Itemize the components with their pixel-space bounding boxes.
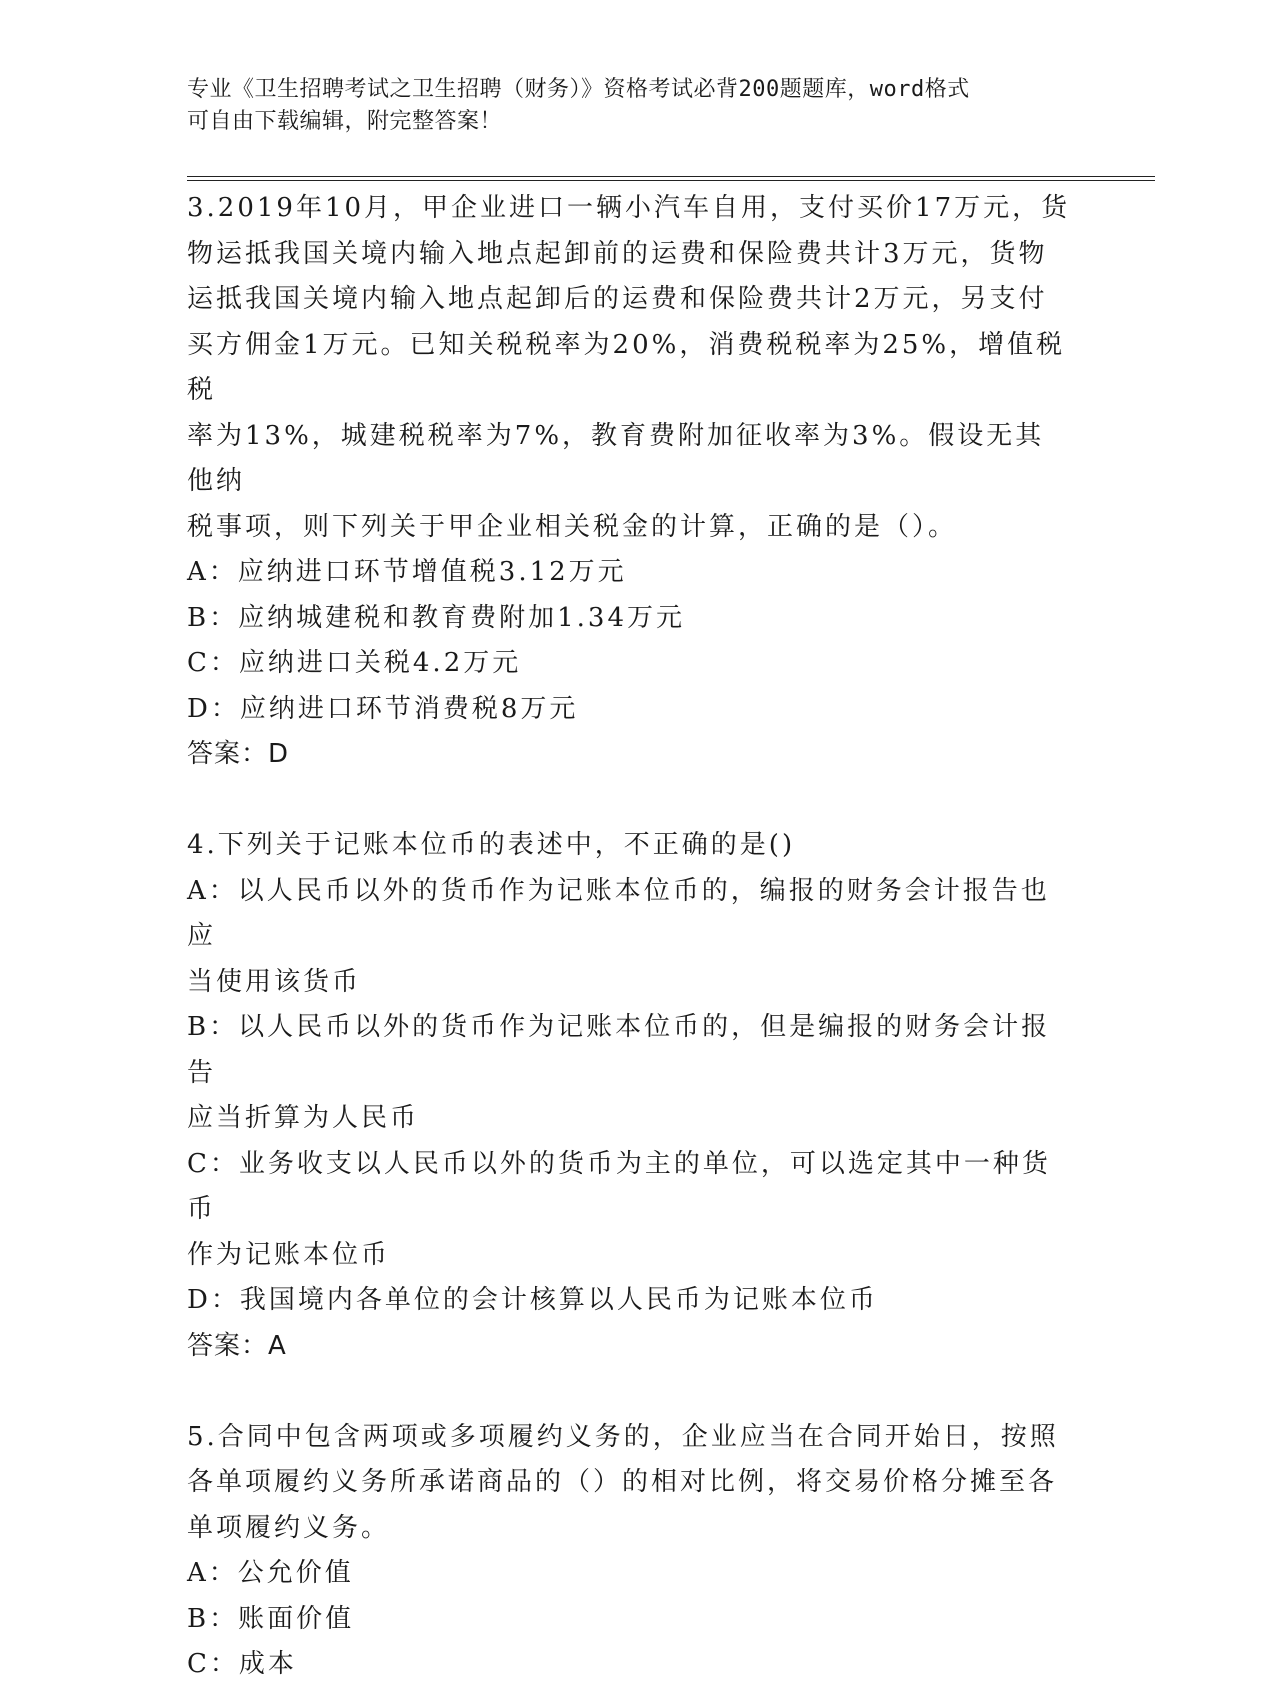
question-stem: 物运抵我国关境内输入地点起卸前的运费和保险费共计3万元，货物: [187, 238, 1048, 269]
question-5: [187, 1415, 1072, 1688]
page-header: [187, 74, 1067, 138]
answer-line: 答案：A: [187, 1330, 287, 1361]
option-a-continued: 当使用该货币: [187, 966, 362, 997]
option-b: B：以人民币以外的货币作为记账本位币的，但是编报的财务会计报告: [187, 1012, 1051, 1088]
question-stem: 4.下列关于记账本位币的表述中，不正确的是(): [187, 830, 796, 860]
question-stem: 率为13%，城建税税率为7%，教育费附加征收率为3%。假设无其他纳: [187, 420, 1045, 496]
option-a: A：以人民币以外的货币作为记账本位币的，编报的财务会计报告也应: [187, 875, 1050, 951]
question-stem: 单项履约义务。: [187, 1512, 391, 1543]
question-stem: 各单项履约义务所承诺商品的（）的相对比例，将交易价格分摊至各: [187, 1467, 1058, 1497]
header-title-line-1: 专业《卫生招聘考试之卫生招聘（财务）》资格考试必背200题题库，word格式: [187, 77, 970, 102]
option-b-continued: 应当折算为人民币: [187, 1103, 420, 1133]
option-c: C：业务收支以人民币以外的货币为主的单位，可以选定其中一种货币: [187, 1148, 1051, 1224]
header-title-line-2: 可自由下载编辑，附完整答案！: [187, 109, 503, 134]
spacer: [187, 778, 1072, 824]
question-stem: 买方佣金1万元。已知关税税率为20%，消费税税率为25%，增值税税: [187, 329, 1066, 405]
question-3: [187, 186, 1072, 778]
option-b: B：账面价值: [187, 1603, 355, 1634]
option-c: C：成本: [187, 1649, 297, 1679]
question-stem: 5.合同中包含两项或多项履约义务的，企业应当在合同开始日，按照: [187, 1421, 1059, 1452]
spacer: [187, 1369, 1072, 1415]
header-divider: [187, 176, 1155, 181]
option-c-continued: 作为记账本位币: [187, 1239, 391, 1270]
question-stem: 3.2019年10月，甲企业进口一辆小汽车自用，支付买价17万元，货: [187, 193, 1071, 223]
option-a: A：应纳进口环节增值税3.12万元: [187, 557, 627, 587]
option-d: D：应纳进口环节消费税8万元: [187, 693, 579, 724]
option-b: B：应纳城建税和教育费附加1.34万元: [187, 602, 685, 633]
question-stem: 税事项，则下列关于甲企业相关税金的计算，正确的是（）。: [187, 511, 958, 542]
option-d: D：我国境内各单位的会计核算以人民币为记账本位币: [187, 1285, 878, 1315]
question-4: [187, 823, 1072, 1369]
option-a: A：公允价值: [187, 1558, 354, 1588]
answer-line: 答案：D: [187, 739, 290, 769]
question-list: [187, 186, 1072, 1688]
question-stem: 运抵我国关境内输入地点起卸后的运费和保险费共计2万元，另支付: [187, 284, 1048, 314]
option-c: C：应纳进口关税4.2万元: [187, 648, 522, 678]
